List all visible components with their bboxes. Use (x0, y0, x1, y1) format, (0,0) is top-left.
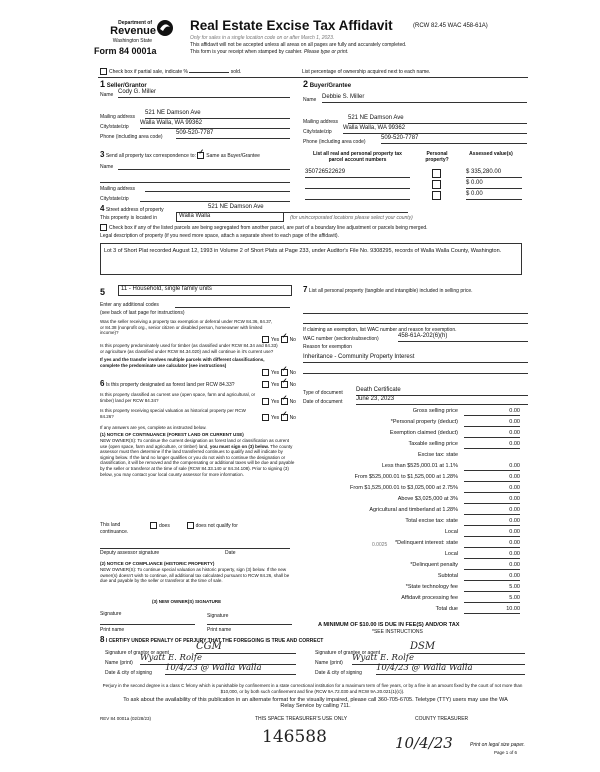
section6-num: 6 (100, 379, 105, 388)
buyer-name-field[interactable]: Debbie S. Miller (322, 94, 527, 103)
perjury-notice: Perjury in the second degree is a class C felony which is punishable by confinement in a state correctional institution for a maximum term of five years, or by a fine in an amount fixed by the court of not more than $10,000, or by both such confinement and fine (RCW 9A.72.030 and RCW 9A.20.021(1)(c)). (102, 683, 523, 694)
section3-label: Send all property tax correspondence to: (105, 153, 196, 159)
tax-row (310, 485, 528, 493)
personal-checkbox-2[interactable] (432, 180, 441, 189)
timber-no-checkbox[interactable] (281, 369, 288, 376)
claim-exemption-note: If claiming an exemption, list WAC number and reason for exemption. (303, 327, 457, 333)
historic-no-checkbox[interactable] (281, 414, 288, 421)
tax-row-amount[interactable]: 0.00 (464, 496, 520, 504)
yes-label: Yes (271, 369, 280, 376)
tax-row-amount[interactable]: 0.00 (464, 518, 520, 526)
same-as-buyer-label: Same as Buyer/Grantee (206, 153, 260, 159)
tax-row-amount[interactable]: 5.00 (464, 595, 520, 603)
grantor-name-label: Name (print) (105, 660, 133, 666)
grantor-signature[interactable]: CGM (196, 641, 296, 654)
seller-phone-label: Phone (including area code) (100, 134, 163, 140)
personal-checkbox-1[interactable] (432, 169, 441, 178)
section3-num: 3 (100, 150, 105, 159)
yes-label: Yes (271, 381, 280, 388)
forest-question (100, 381, 235, 388)
tax-row (310, 540, 528, 548)
tax-row-amount[interactable]: 0.00 (464, 540, 520, 548)
tax-row-amount[interactable]: 0.00 (464, 430, 520, 438)
owner-print-label-2: Print name (207, 627, 232, 633)
exemption-question: Was the seller receiving a property tax exemption or deferral under RCW 84.36, 84.37, or 84.38 (nonprofit org., senior citizen or disabled person, homeowner with limited income)? (100, 319, 273, 336)
timber-question: Is this property predominately used for timber (as classified under RCW 84.34 and 84.33) or agriculture (as classified under RCW 84.34.020) and will continue in it's current use? (100, 343, 278, 354)
tax-row-label: *Delinquent interest: state (395, 540, 458, 546)
exemption-yes-checkbox[interactable] (262, 336, 269, 343)
tax-row-label: Agricultural and timberland at 1.28% (369, 507, 458, 513)
no-label: No (289, 414, 296, 421)
doc-type-field[interactable]: Death Certificate (356, 387, 528, 396)
tax-row-amount[interactable]: 0.00 (464, 507, 520, 515)
yes-label: Yes (271, 414, 280, 421)
form-title: Real Estate Excise Tax Affidavit (190, 18, 393, 33)
section3-name-label: Name (100, 164, 114, 170)
tax-row (310, 419, 528, 427)
buyer-heading (303, 81, 351, 90)
does-row (150, 522, 238, 529)
tax-row-amount[interactable]: 0.00 (464, 529, 520, 537)
tax-row-label: Excise tax: state (417, 452, 458, 458)
seller-mailing-label: Mailing address (100, 114, 136, 120)
tax-row-label: From $1,525,000.01 to $3,025,000 at 2.75% (350, 485, 458, 491)
tax-row-label: From $525,000.01 to $1,525,000 at 1.28% (354, 474, 458, 480)
tax-row (310, 529, 528, 537)
tax-row-amount[interactable]: 0.00 (464, 474, 520, 482)
tax-row-amount[interactable]: 5.00 (464, 584, 520, 592)
section3-extra-line[interactable] (100, 174, 290, 183)
yes-label: Yes (271, 398, 280, 405)
seller-name-field[interactable]: Cody G. Miller (118, 89, 290, 98)
notice1-title: (1) NOTICE OF CONTINUANCE (FOREST LAND OR CURRENT USE) (100, 432, 244, 437)
header-note-3b: Please type or print. (303, 49, 349, 55)
minimum-due-note: A MINIMUM OF $10.00 IS DUE IN FEE(S) AND/OR TAX (318, 622, 460, 628)
section3-name-field[interactable] (118, 161, 290, 170)
form-number: Form 84 0001a (94, 46, 157, 56)
tax-row-amount[interactable]: 0.00 (464, 408, 520, 416)
street-row (100, 206, 164, 213)
receipt-number: 146588 (262, 727, 327, 747)
does-checkbox[interactable] (150, 522, 157, 529)
tax-row-amount[interactable]: 0.00 (464, 485, 520, 493)
section7-num: 7 (303, 285, 308, 294)
tax-row (310, 463, 528, 471)
tax-row-amount[interactable]: 0.00 (464, 419, 520, 427)
tax-row (310, 507, 528, 515)
pct-ownership-note: List percentage of ownership acquired next to each name. (302, 69, 431, 75)
grantee-date-field[interactable]: 10/4/23 @ Walla Walla (376, 663, 525, 675)
buyer-city-label: City/state/zip (303, 129, 332, 135)
dor-logo (90, 16, 185, 58)
seller-city-field[interactable]: Walla Walla, WA 99362 (140, 120, 290, 129)
segregated-row (100, 224, 530, 231)
does-not-label: does not qualify for (195, 522, 238, 529)
divider (98, 77, 528, 78)
tax-row (310, 430, 528, 438)
buyer-heading-label: Buyer/Grantee (309, 83, 352, 89)
notice2-body: NEW OWNER(S): To continue special valuation as historic property, sign (3) below. If the new owner(s) doesn't wish to continue, all additional tax calculated pursuant to RCW 84.26, shall be due and payable by the seller or transferor at the time of sale. (100, 567, 290, 584)
dept-line2: Revenue (110, 25, 156, 37)
segregated-checkbox[interactable] (100, 224, 107, 231)
header-note-1: Only for sales in a single location code on or after March 1, 2023. (190, 35, 335, 41)
owner-sig-line-1[interactable] (100, 624, 195, 625)
located-label: This property is located in (100, 215, 157, 221)
tax-row-label: Affidavit processing fee (401, 595, 458, 601)
buyer-mailing-label: Mailing address (303, 119, 339, 125)
personal-col-header: Personal property? (425, 151, 449, 163)
wac-label: WAC number (section/subsection) (303, 336, 379, 342)
tax-row-label: Above $3,025,000 at 3% (397, 496, 458, 502)
seller-mailing-field[interactable]: 521 NE Damson Ave (145, 110, 290, 119)
no-label: No (289, 398, 296, 405)
timber-yes-checkbox[interactable] (262, 369, 269, 376)
no-label: No (289, 369, 296, 376)
assessed-value-1[interactable]: $ 335,280.00 (466, 169, 522, 178)
tax-row-amount[interactable]: 0.00 (464, 463, 520, 471)
form-rcw: (RCW 82.45 WAC 458-61A) (413, 23, 488, 29)
no-label: No (289, 336, 296, 343)
tax-row-amount[interactable]: 0.00 (464, 562, 520, 570)
tax-row-label: Local (444, 551, 458, 557)
street-field[interactable]: 521 NE Damson Ave (208, 204, 408, 213)
deputy-date-label: Date (225, 550, 236, 556)
exemption-yesno (262, 336, 296, 343)
buyer-phone-label: Phone (including area code) (303, 139, 366, 145)
header-note-2: This affidavit will not be accepted unless all areas on all pages are fully and accurately completed. (190, 42, 407, 48)
tax-row (310, 551, 528, 559)
yes-label: Yes (271, 336, 280, 343)
certify-label: I CERTIFY UNDER PENALTY OF PERJURY THAT THE FOREGOING IS TRUE AND CORRECT (105, 638, 324, 644)
wac-field[interactable]: 458-61A-202(6)(h) (398, 333, 528, 342)
tax-row-label: *State technology fee (405, 584, 458, 590)
partial-sale-checkbox[interactable] (100, 68, 107, 75)
current-use-yesno (262, 398, 296, 405)
section7-label: List all personal property (tangible and intangible) included in selling price. (308, 288, 473, 294)
use-code-select[interactable]: 11 - Household, single family units (118, 285, 292, 296)
buyer-name-label: Name (303, 97, 317, 103)
deputy-sig-line[interactable] (100, 548, 290, 549)
exemption-no-checkbox[interactable] (281, 336, 288, 343)
notice1-body (100, 438, 295, 477)
header-note-3a: This form is your receipt when stamped by cashier. (190, 49, 303, 55)
additional-codes-field[interactable] (175, 299, 290, 308)
section3-mailing-label: Mailing address (100, 186, 136, 192)
doc-date-label: Date of document (303, 399, 343, 405)
tax-row-label: Taxable selling price (408, 441, 458, 447)
forest-question-label: Is this property designated as forest land per RCW 84.33? (105, 382, 235, 388)
parcel-col-header: List all real and personal property tax parcel account numbers (313, 151, 402, 163)
personal-property-field-2[interactable] (303, 315, 528, 324)
grantor-sig-label: Signature of grantor or agent (105, 650, 169, 656)
tax-row-label: Gross selling price (412, 408, 458, 414)
seller-num: 1 (100, 79, 106, 89)
tax-row-label: Less than $525,000.01 at 1.1% (381, 463, 458, 469)
forest-yes-checkbox[interactable] (262, 381, 269, 388)
does-label: does (159, 522, 170, 529)
county-treasurer-label: COUNTY TREASURER (415, 716, 469, 722)
grantee-sig-label: Signature of grantee or agent (315, 650, 381, 656)
tax-row (310, 408, 528, 416)
assessed-col-header: Assessed value(s) (469, 151, 513, 157)
tax-row (310, 606, 528, 614)
alt-format-note: To ask about the availability of this publication in an alternate format for the visually impaired, please call 360-705-6705. Teletype (TTY) users may use the WA Relay Service by calling 711. (123, 697, 508, 710)
continuance-label: continuance. (100, 529, 129, 535)
section8-num: 8 (100, 635, 105, 644)
tax-row-label: Total due (435, 606, 458, 612)
owner-sig-label-1: Signature (100, 611, 122, 617)
tax-row (310, 496, 528, 504)
legal-desc-label: Legal description of property (if you need more space, attach a separate sheet to each page of the affidavit). (100, 233, 339, 239)
located-select[interactable]: Walla Walla (176, 212, 284, 222)
seller-city-label: City/state/zip (100, 124, 129, 130)
seller-name-label: Name (100, 92, 114, 98)
assessed-value-3[interactable]: $ 0.00 (466, 191, 522, 200)
section5-num: 5 (100, 287, 106, 297)
tax-row-amount[interactable]: 0.00 (464, 441, 520, 449)
timber-yesno (262, 369, 296, 376)
tax-row-label: Subtotal (437, 573, 458, 579)
assessed-value-2[interactable]: $ 0.00 (466, 180, 522, 189)
rev-number: REV 84 0001a (02/28/23) (100, 716, 152, 721)
legal-paper-note: Print on legal size paper. (470, 742, 525, 748)
if-any-yes-note: If any answers are yes, complete as instructed below. (100, 425, 207, 430)
legal-desc-box[interactable]: Lot 3 of Short Plat recorded August 12, 1993 in Volume 2 of Short Plats at Page 233, under Auditor's File No. 9308295, records of Walla Walla County, Washington. (100, 243, 522, 275)
grantor-date-field[interactable]: 10/4/23 @ Walla Walla (165, 663, 296, 675)
notice2-title: (2) NOTICE OF COMPLIANCE (HISTORIC PROPERTY) (100, 561, 215, 566)
partial-sale-label: Check box if partial sale, indicate % (109, 68, 188, 75)
grantee-name-field[interactable]: Wyatt E. Rolfe (352, 653, 525, 665)
unincorporated-note: (for unincorporated locations please select your county) (290, 215, 413, 221)
buyer-num: 2 (303, 79, 309, 89)
reason-label: Reason for exemption (303, 344, 352, 350)
grantee-signature[interactable]: DSM (410, 641, 525, 654)
dept-line1: Department of (118, 20, 152, 26)
tax-row (310, 573, 528, 581)
grantor-name-field[interactable]: Wyatt E. Rolfe (140, 653, 296, 665)
notice1-body2: The county assessor must then determine if the land transferred continues to qualify and will indicate by signing below. If the land no longer qualifies or you do not wish to continue the designation or classification, it will be removed and the compensating or additional taxes will be due and payable by the seller or transferor at the time of sale (RCW 84.33.140 or 84.34.108). Prior to signing (3) below, you may contact your local county assessor for more information. (100, 443, 295, 477)
page-number: Page 1 of 6 (494, 750, 518, 755)
partial-sale-row (100, 68, 241, 75)
personal-property-field-1[interactable] (303, 305, 528, 314)
receipt-date: 10/4/23 (395, 734, 453, 752)
reason-field[interactable]: Inheritance - Community Property Interest (303, 354, 528, 363)
parcel-row-1[interactable]: 350726522629 (305, 169, 410, 178)
no-label: No (289, 381, 296, 388)
timber-question-note: If yes and the transfer involves multiple parcels with different classifications, complete the predominate use calculator (see instructions) (100, 357, 265, 368)
grantee-name-label: Name (print) (315, 660, 343, 666)
treasurer-use-label: THIS SPACE TREASURER'S USE ONLY (255, 716, 348, 722)
header-note-3 (190, 49, 348, 55)
tax-row-label: Exemption claimed (deduct) (389, 430, 458, 436)
tax-row (310, 452, 528, 460)
parcel-row-3[interactable] (305, 191, 410, 200)
current-use-question: Is this property classified as current use (open space, farm and agricultural, or timber) land per RCW 84.34? (100, 392, 256, 403)
section3-row (100, 152, 260, 159)
historic-yes-checkbox[interactable] (262, 414, 269, 421)
same-as-buyer-checkbox[interactable] (197, 152, 204, 159)
owner-sig-label-2: Signature (207, 613, 229, 619)
doc-type-label: Type of document (303, 390, 343, 396)
tax-row-label: *Delinquent penalty (410, 562, 458, 568)
tax-row-label: Total excise tax: state (405, 518, 458, 524)
local-rate: 0.0025 (372, 542, 388, 548)
this-land-label: This land (100, 522, 121, 528)
seller-heading-label: Seller/Grantor (106, 83, 147, 89)
notice3-title: (3) NEW OWNER(S) SIGNATURE (152, 599, 222, 604)
see-instructions: *SEE INSTRUCTIONS (372, 629, 423, 635)
historic-yesno (262, 414, 296, 421)
sold-label: sold. (230, 68, 242, 75)
dept-line3: Washington State (112, 38, 152, 44)
seller-phone-field[interactable]: 509-520-7787 (176, 130, 290, 139)
tax-row-amount[interactable]: 0.00 (464, 551, 520, 559)
partial-pct-field[interactable] (189, 72, 229, 73)
owner-sig-line-2[interactable] (207, 624, 292, 625)
doc-date-field[interactable]: June 23, 2023 (356, 396, 528, 405)
tax-row-amount[interactable]: 0.00 (464, 573, 520, 581)
buyer-city-field[interactable]: Walla Walla, WA 99362 (343, 125, 527, 134)
tax-row (310, 474, 528, 482)
tax-row-label: Local (444, 529, 458, 535)
forest-yesno (262, 381, 296, 388)
does-not-checkbox[interactable] (187, 522, 194, 529)
reason-extra-line[interactable] (303, 365, 528, 374)
tax-row (310, 441, 528, 449)
see-back-note: (see back of last page for instructions) (100, 310, 185, 316)
section7-row (303, 287, 528, 294)
current-use-yes-checkbox[interactable] (262, 398, 269, 405)
additional-codes-label: Enter any additional codes (100, 302, 159, 308)
tax-row (310, 518, 528, 526)
tax-row (310, 584, 528, 592)
buyer-phone-field[interactable]: 509-520-7787 (381, 135, 527, 144)
deputy-sig-label: Deputy assessor signature (100, 550, 160, 556)
current-use-no-checkbox[interactable] (281, 398, 288, 405)
owner-print-label-1: Print name (100, 627, 125, 633)
notice1-body1: NEW OWNER(S): To continue the current designation as forest land or classification as current use (open space, farm and agriculture, or timber) land, (100, 438, 289, 449)
historic-question: Is this property receiving special valuation as historical property per RCW 84.26? (100, 408, 246, 419)
section3-city-field[interactable] (140, 193, 290, 202)
grantee-date-label: Date & city of signing (315, 670, 362, 676)
section3-mailing-field[interactable] (145, 183, 290, 192)
dor-swirl-icon (156, 19, 174, 37)
tax-row-label: *Personal property (deduct) (390, 419, 458, 425)
tax-row (310, 562, 528, 570)
section3-city-label: City/state/zip (100, 196, 129, 202)
tax-row (310, 595, 528, 603)
parcel-row-2[interactable] (305, 180, 410, 189)
personal-checkbox-3[interactable] (432, 191, 441, 200)
grantor-date-label: Date & city of signing (105, 670, 152, 676)
notice1-bold: you must sign on (3) below. (209, 443, 269, 449)
street-label: Street address of property (105, 207, 164, 213)
buyer-mailing-field[interactable]: 521 NE Damson Ave (348, 115, 527, 124)
section4-num: 4 (100, 204, 105, 213)
forest-no-checkbox[interactable] (281, 381, 288, 388)
tax-row-amount[interactable]: 10.00 (464, 606, 520, 614)
segregated-label: Check box if any of the listed parcels are being segregated from another parcel, are part of a boundary line adjustment or parcels being merged. (109, 224, 428, 231)
